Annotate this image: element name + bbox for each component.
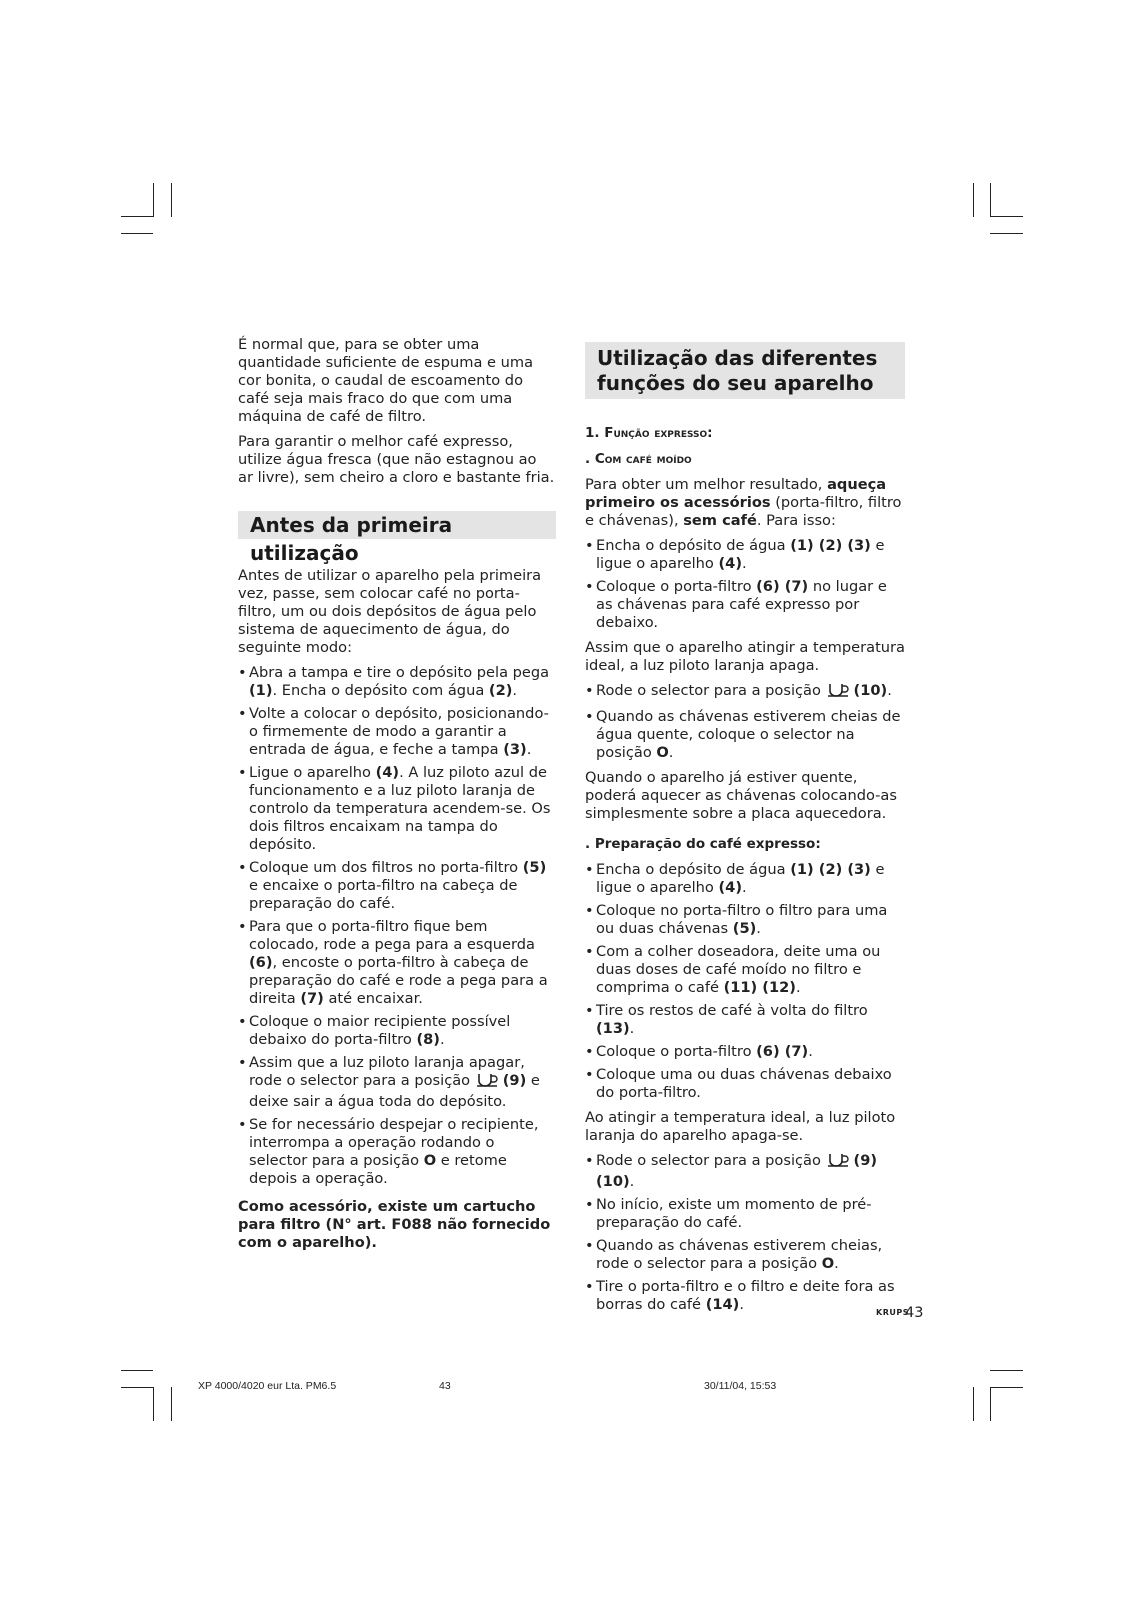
list-item: • Assim que a luz piloto laranja apagar, rode o selector para a posição (9) e deixe sair a água toda do depósito. bbox=[238, 1054, 556, 1111]
preheat-steps bbox=[585, 537, 905, 632]
crop-mark bbox=[973, 1387, 974, 1421]
section-title-first-use: Antes da primeira utilização bbox=[238, 511, 556, 539]
list-item: • Quando as chávenas estiverem cheias de água quente, coloque o selector na posição O. bbox=[585, 708, 905, 762]
page-number: 43 bbox=[905, 1305, 924, 1321]
ground-coffee-heading: . Com café moído bbox=[585, 451, 692, 467]
crop-mark bbox=[121, 233, 153, 234]
selector-steps bbox=[585, 682, 905, 762]
footer-datetime: 30/11/04, 15:53 bbox=[704, 1380, 777, 1392]
first-use-steps bbox=[238, 664, 556, 1188]
cup-position-icon bbox=[828, 682, 852, 703]
list-item: • Com a colher doseadora, deite uma ou duas doses de café moído no filtro e comprima o café (11) (12). bbox=[585, 943, 905, 997]
list-item: • Rode o selector para a posição (10). bbox=[585, 682, 905, 703]
right-column bbox=[585, 342, 905, 1321]
accessory-note: Como acessório, existe um cartucho para filtro (N° art. F088 não fornecido com o aparelho). bbox=[238, 1198, 551, 1251]
brewing-steps bbox=[585, 1152, 905, 1314]
list-item: • Coloque uma ou duas chávenas debaixo do porta-filtro. bbox=[585, 1066, 905, 1102]
crop-mark bbox=[973, 183, 974, 217]
list-item: • Encha o depósito de água (1) (2) (3) e ligue o aparelho (4). bbox=[585, 537, 905, 573]
list-item: • Quando as chávenas estiverem cheias, rode o selector para a posição O. bbox=[585, 1237, 905, 1273]
list-item: • Tire os restos de café à volta do filtro (13). bbox=[585, 1002, 905, 1038]
crop-mark bbox=[153, 1387, 154, 1421]
warm-cups-paragraph: Quando o aparelho já estiver quente, poderá aquecer as chávenas colocando-as simplesmente sobre a placa aquecedora. bbox=[585, 769, 897, 822]
crop-mark bbox=[121, 1370, 153, 1371]
cup-position-icon bbox=[828, 1152, 852, 1173]
list-item: • Encha o depósito de água (1) (2) (3) e ligue o aparelho (4). bbox=[585, 861, 905, 897]
temperature-paragraph: Assim que o aparelho atingir a temperatura ideal, a luz piloto laranja apaga. bbox=[585, 639, 906, 674]
list-item: • Coloque o maior recipiente possível debaixo do porta-filtro (8). bbox=[238, 1013, 556, 1049]
list-item: • Tire o porta-filtro e o filtro e deite fora as borras do café (14). bbox=[585, 1278, 905, 1314]
crop-mark bbox=[990, 233, 1023, 234]
list-item: • Se for necessário despejar o recipiente, interrompa a operação rodando o selector para a posição O e retome depois a operação. bbox=[238, 1116, 556, 1188]
crop-mark bbox=[990, 1387, 1023, 1388]
list-item: • No início, existe um momento de pré-preparação do café. bbox=[585, 1196, 905, 1232]
list-item: • Ligue o aparelho (4). A luz piloto azul de funcionamento e a luz piloto laranja de controlo da temperatura acendem-se. Os dois filtros encaixam na tampa do depósito. bbox=[238, 764, 556, 854]
first-use-intro: Antes de utilizar o aparelho pela primeira vez, passe, sem colocar café no porta-filtro, um ou dois depósitos de água pelo sistema de aquecimento de água, do seguinte modo: bbox=[238, 567, 542, 656]
list-item: • Para que o porta-filtro fique bem colocado, rode a pega para a esquerda (6), encoste o porta-filtro à cabeça de preparação do café e rode a pega para a direita (7) até encaixar. bbox=[238, 918, 556, 1008]
list-item: • Abra a tampa e tire o depósito pela pega (1). Encha o depósito com água (2). bbox=[238, 664, 556, 700]
list-item: • Rode o selector para a posição (9) (10). bbox=[585, 1152, 905, 1191]
intro-paragraph-1: É normal que, para se obter uma quantidade suficiente de espuma e uma cor bonita, o caudal de escoamento do café seja mais fraco do que com uma máquina de café de filtro. bbox=[238, 336, 534, 425]
list-item: • Coloque um dos filtros no porta-filtro (5) e encaixe o porta-filtro na cabeça de preparação do café. bbox=[238, 859, 556, 913]
cup-position-icon bbox=[477, 1072, 501, 1093]
preheat-paragraph: Para obter um melhor resultado, aqueça primeiro os acessórios (porta-filtro, filtro e chávenas), sem café. Para isso: bbox=[585, 476, 902, 529]
crop-mark bbox=[153, 183, 154, 217]
brand-logo: KRUPS bbox=[876, 1308, 909, 1317]
list-item: • Coloque o porta-filtro (6) (7) no lugar e as chávenas para café expresso por debaixo. bbox=[585, 578, 905, 632]
list-item: • Volte a colocar o depósito, posicionando-o firmemente de modo a garantir a entrada de água, e feche a tampa (3). bbox=[238, 705, 556, 759]
left-column bbox=[238, 336, 556, 1259]
preparation-heading: . Preparação do café expresso: bbox=[585, 836, 821, 852]
crop-mark bbox=[990, 183, 991, 217]
function-heading: 1. Função expresso: bbox=[585, 425, 713, 441]
crop-mark bbox=[990, 1387, 991, 1421]
crop-mark bbox=[171, 183, 172, 217]
crop-mark bbox=[990, 1370, 1023, 1371]
list-item: • Coloque o porta-filtro (6) (7). bbox=[585, 1043, 905, 1061]
preparation-steps bbox=[585, 861, 905, 1102]
ideal-temperature-paragraph: Ao atingir a temperatura ideal, a luz piloto laranja do aparelho apaga-se. bbox=[585, 1109, 896, 1144]
crop-mark bbox=[171, 1387, 172, 1421]
list-item: • Coloque no porta-filtro o filtro para uma ou duas chávenas (5). bbox=[585, 902, 905, 938]
crop-mark bbox=[121, 1387, 153, 1388]
footer-page: 43 bbox=[439, 1380, 451, 1392]
crop-mark bbox=[990, 216, 1023, 217]
footer-file: XP 4000/4020 eur Lta. PM6.5 bbox=[198, 1380, 337, 1392]
section-title-functions: Utilização das diferentes funções do seu aparelho bbox=[585, 342, 905, 399]
crop-mark bbox=[121, 216, 153, 217]
intro-paragraph-2: Para garantir o melhor café expresso, utilize água fresca (que não estagnou ao ar livre), sem cheiro a cloro e bastante fria. bbox=[238, 433, 555, 486]
